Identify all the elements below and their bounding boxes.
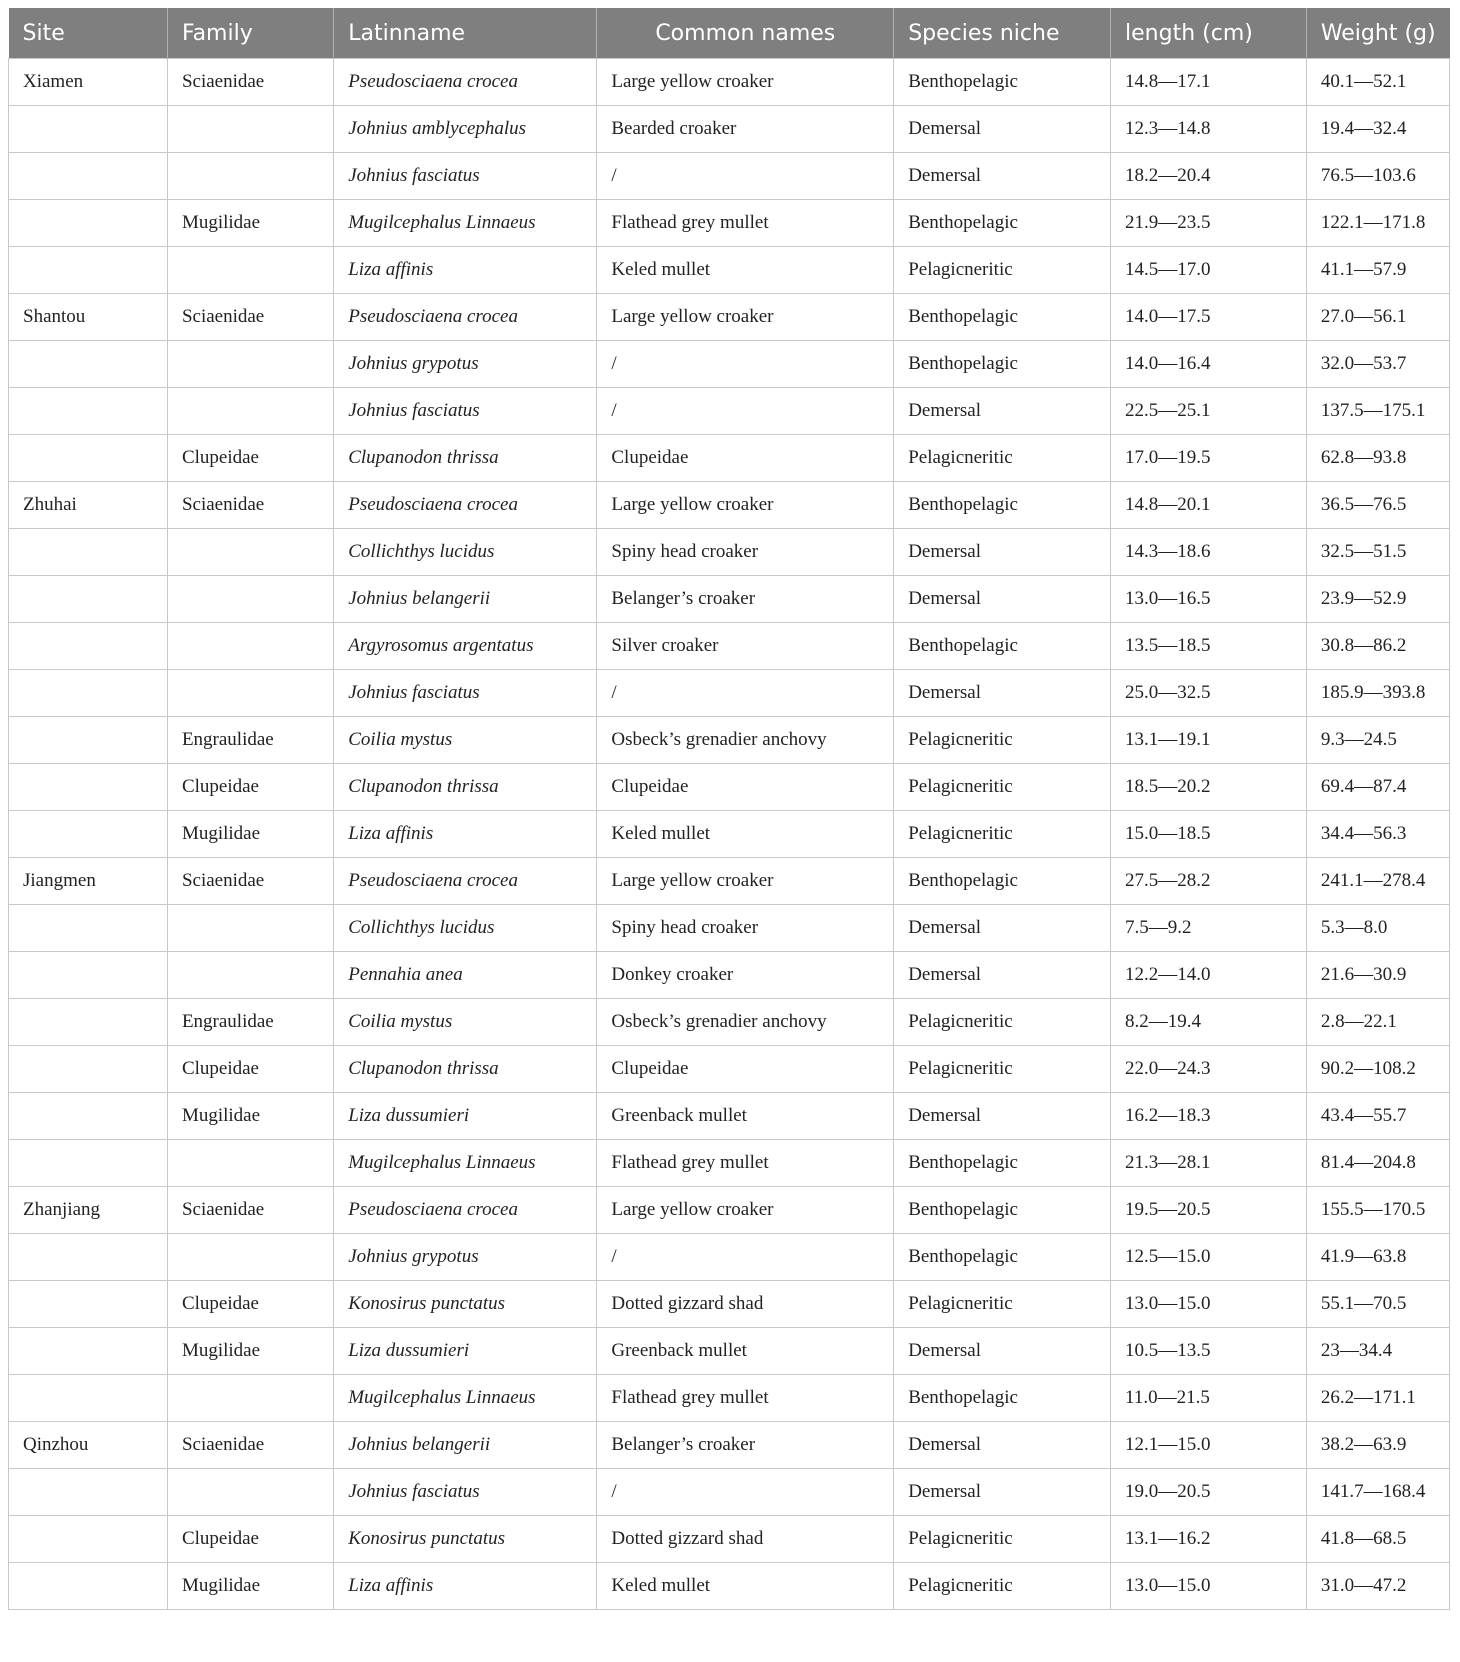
cell-site bbox=[9, 1093, 168, 1140]
table-row bbox=[9, 1375, 1450, 1422]
cell-length: 14.3—18.6 bbox=[1111, 529, 1307, 576]
cell-length: 27.5—28.2 bbox=[1111, 858, 1307, 905]
cell-weight: 40.1—52.1 bbox=[1306, 59, 1449, 106]
table-header bbox=[9, 8, 1450, 59]
cell-length: 11.0—21.5 bbox=[1111, 1375, 1307, 1422]
cell-common-name: Donkey croaker bbox=[597, 952, 894, 999]
cell-length: 14.8—20.1 bbox=[1111, 482, 1307, 529]
cell-latin-name: Collichthys lucidus bbox=[334, 529, 597, 576]
cell-family: Clupeidae bbox=[167, 1516, 333, 1563]
cell-species-niche: Benthopelagic bbox=[894, 1140, 1111, 1187]
table-row bbox=[9, 294, 1450, 341]
cell-family bbox=[167, 1234, 333, 1281]
cell-latin-name: Mugilcephalus Linnaeus bbox=[334, 1375, 597, 1422]
cell-site: Qinzhou bbox=[9, 1422, 168, 1469]
table-row bbox=[9, 1469, 1450, 1516]
cell-length: 13.0—16.5 bbox=[1111, 576, 1307, 623]
cell-weight: 36.5—76.5 bbox=[1306, 482, 1449, 529]
table-row bbox=[9, 576, 1450, 623]
cell-length: 12.1—15.0 bbox=[1111, 1422, 1307, 1469]
table-row bbox=[9, 811, 1450, 858]
table-row bbox=[9, 106, 1450, 153]
cell-family bbox=[167, 623, 333, 670]
cell-family: Mugilidae bbox=[167, 1093, 333, 1140]
cell-common-name: Silver croaker bbox=[597, 623, 894, 670]
header-row bbox=[9, 8, 1450, 59]
table-row bbox=[9, 59, 1450, 106]
cell-latin-name: Liza dussumieri bbox=[334, 1093, 597, 1140]
cell-species-niche: Pelagicneritic bbox=[894, 764, 1111, 811]
cell-weight: 122.1—171.8 bbox=[1306, 200, 1449, 247]
cell-weight: 141.7—168.4 bbox=[1306, 1469, 1449, 1516]
cell-species-niche: Demersal bbox=[894, 576, 1111, 623]
cell-weight: 9.3—24.5 bbox=[1306, 717, 1449, 764]
cell-latin-name: Johnius amblycephalus bbox=[334, 106, 597, 153]
cell-species-niche: Demersal bbox=[894, 1093, 1111, 1140]
cell-weight: 5.3—8.0 bbox=[1306, 905, 1449, 952]
cell-species-niche: Benthopelagic bbox=[894, 858, 1111, 905]
cell-latin-name: Liza affinis bbox=[334, 247, 597, 294]
cell-species-niche: Demersal bbox=[894, 670, 1111, 717]
cell-site: Jiangmen bbox=[9, 858, 168, 905]
table-row bbox=[9, 764, 1450, 811]
header-common-names: Common names bbox=[597, 8, 894, 59]
cell-common-name: Flathead grey mullet bbox=[597, 1375, 894, 1422]
cell-family bbox=[167, 1469, 333, 1516]
cell-latin-name: Johnius fasciatus bbox=[334, 153, 597, 200]
cell-species-niche: Pelagicneritic bbox=[894, 435, 1111, 482]
cell-weight: 19.4—32.4 bbox=[1306, 106, 1449, 153]
cell-latin-name: Argyrosomus argentatus bbox=[334, 623, 597, 670]
cell-site bbox=[9, 1234, 168, 1281]
cell-family: Sciaenidae bbox=[167, 59, 333, 106]
cell-latin-name: Pseudosciaena crocea bbox=[334, 1187, 597, 1234]
cell-length: 21.9—23.5 bbox=[1111, 200, 1307, 247]
cell-common-name: Large yellow croaker bbox=[597, 1187, 894, 1234]
cell-common-name: / bbox=[597, 670, 894, 717]
cell-site bbox=[9, 670, 168, 717]
cell-length: 14.0—17.5 bbox=[1111, 294, 1307, 341]
cell-length: 15.0—18.5 bbox=[1111, 811, 1307, 858]
cell-weight: 69.4—87.4 bbox=[1306, 764, 1449, 811]
cell-length: 17.0—19.5 bbox=[1111, 435, 1307, 482]
table-row bbox=[9, 1234, 1450, 1281]
table-row bbox=[9, 1187, 1450, 1234]
cell-family: Mugilidae bbox=[167, 811, 333, 858]
cell-family bbox=[167, 153, 333, 200]
cell-weight: 26.2—171.1 bbox=[1306, 1375, 1449, 1422]
cell-latin-name: Collichthys lucidus bbox=[334, 905, 597, 952]
cell-common-name: Osbeck’s grenadier anchovy bbox=[597, 717, 894, 764]
cell-site: Shantou bbox=[9, 294, 168, 341]
cell-common-name: Spiny head croaker bbox=[597, 529, 894, 576]
cell-weight: 43.4—55.7 bbox=[1306, 1093, 1449, 1140]
cell-family bbox=[167, 1140, 333, 1187]
cell-latin-name: Liza dussumieri bbox=[334, 1328, 597, 1375]
cell-latin-name: Johnius grypotus bbox=[334, 1234, 597, 1281]
cell-species-niche: Pelagicneritic bbox=[894, 999, 1111, 1046]
cell-latin-name: Johnius fasciatus bbox=[334, 1469, 597, 1516]
cell-species-niche: Benthopelagic bbox=[894, 1375, 1111, 1422]
cell-common-name: Keled mullet bbox=[597, 247, 894, 294]
cell-weight: 90.2—108.2 bbox=[1306, 1046, 1449, 1093]
cell-common-name: Large yellow croaker bbox=[597, 59, 894, 106]
cell-species-niche: Pelagicneritic bbox=[894, 1563, 1111, 1610]
cell-weight: 30.8—86.2 bbox=[1306, 623, 1449, 670]
cell-weight: 23.9—52.9 bbox=[1306, 576, 1449, 623]
cell-species-niche: Pelagicneritic bbox=[894, 717, 1111, 764]
cell-family bbox=[167, 1375, 333, 1422]
table-row bbox=[9, 952, 1450, 999]
cell-length: 22.0—24.3 bbox=[1111, 1046, 1307, 1093]
cell-latin-name: Pseudosciaena crocea bbox=[334, 59, 597, 106]
cell-weight: 32.0—53.7 bbox=[1306, 341, 1449, 388]
cell-length: 16.2—18.3 bbox=[1111, 1093, 1307, 1140]
table-row bbox=[9, 153, 1450, 200]
cell-length: 19.0—20.5 bbox=[1111, 1469, 1307, 1516]
table-row bbox=[9, 1046, 1450, 1093]
cell-family bbox=[167, 341, 333, 388]
cell-weight: 41.1—57.9 bbox=[1306, 247, 1449, 294]
cell-length: 12.2—14.0 bbox=[1111, 952, 1307, 999]
cell-latin-name: Coilia mystus bbox=[334, 999, 597, 1046]
cell-site bbox=[9, 952, 168, 999]
table-row bbox=[9, 717, 1450, 764]
cell-latin-name: Clupanodon thrissa bbox=[334, 1046, 597, 1093]
cell-latin-name: Pseudosciaena crocea bbox=[334, 294, 597, 341]
table-row bbox=[9, 1328, 1450, 1375]
cell-common-name: Belanger’s croaker bbox=[597, 576, 894, 623]
cell-site bbox=[9, 623, 168, 670]
cell-length: 18.5—20.2 bbox=[1111, 764, 1307, 811]
cell-species-niche: Demersal bbox=[894, 529, 1111, 576]
cell-family: Mugilidae bbox=[167, 1563, 333, 1610]
cell-site bbox=[9, 905, 168, 952]
cell-species-niche: Demersal bbox=[894, 905, 1111, 952]
cell-common-name: Dotted gizzard shad bbox=[597, 1516, 894, 1563]
table-row bbox=[9, 1516, 1450, 1563]
header-length: length (cm) bbox=[1111, 8, 1307, 59]
cell-weight: 31.0—47.2 bbox=[1306, 1563, 1449, 1610]
cell-species-niche: Benthopelagic bbox=[894, 294, 1111, 341]
cell-species-niche: Demersal bbox=[894, 1422, 1111, 1469]
cell-site bbox=[9, 200, 168, 247]
cell-family: Sciaenidae bbox=[167, 858, 333, 905]
cell-common-name: Keled mullet bbox=[597, 811, 894, 858]
cell-weight: 155.5—170.5 bbox=[1306, 1187, 1449, 1234]
table-row bbox=[9, 1563, 1450, 1610]
cell-site bbox=[9, 435, 168, 482]
cell-common-name: Clupeidae bbox=[597, 435, 894, 482]
cell-family bbox=[167, 576, 333, 623]
cell-site bbox=[9, 153, 168, 200]
cell-length: 22.5—25.1 bbox=[1111, 388, 1307, 435]
header-latinname: Latinname bbox=[334, 8, 597, 59]
cell-weight: 38.2—63.9 bbox=[1306, 1422, 1449, 1469]
cell-length: 13.0—15.0 bbox=[1111, 1563, 1307, 1610]
cell-common-name: Belanger’s croaker bbox=[597, 1422, 894, 1469]
cell-latin-name: Liza affinis bbox=[334, 811, 597, 858]
cell-site bbox=[9, 1469, 168, 1516]
cell-length: 19.5—20.5 bbox=[1111, 1187, 1307, 1234]
cell-site bbox=[9, 1140, 168, 1187]
table-row bbox=[9, 1093, 1450, 1140]
cell-weight: 41.9—63.8 bbox=[1306, 1234, 1449, 1281]
cell-family: Clupeidae bbox=[167, 1046, 333, 1093]
cell-site bbox=[9, 1046, 168, 1093]
cell-species-niche: Pelagicneritic bbox=[894, 1281, 1111, 1328]
cell-family bbox=[167, 529, 333, 576]
cell-species-niche: Benthopelagic bbox=[894, 623, 1111, 670]
cell-site bbox=[9, 764, 168, 811]
cell-weight: 241.1—278.4 bbox=[1306, 858, 1449, 905]
cell-site bbox=[9, 1563, 168, 1610]
cell-family: Engraulidae bbox=[167, 999, 333, 1046]
table-row bbox=[9, 623, 1450, 670]
cell-length: 21.3—28.1 bbox=[1111, 1140, 1307, 1187]
cell-family: Sciaenidae bbox=[167, 294, 333, 341]
cell-weight: 185.9—393.8 bbox=[1306, 670, 1449, 717]
cell-length: 18.2—20.4 bbox=[1111, 153, 1307, 200]
cell-site bbox=[9, 1375, 168, 1422]
cell-length: 10.5—13.5 bbox=[1111, 1328, 1307, 1375]
cell-family bbox=[167, 952, 333, 999]
cell-latin-name: Pseudosciaena crocea bbox=[334, 858, 597, 905]
cell-weight: 81.4—204.8 bbox=[1306, 1140, 1449, 1187]
cell-site bbox=[9, 388, 168, 435]
cell-weight: 34.4—56.3 bbox=[1306, 811, 1449, 858]
cell-species-niche: Benthopelagic bbox=[894, 482, 1111, 529]
cell-species-niche: Pelagicneritic bbox=[894, 811, 1111, 858]
cell-common-name: / bbox=[597, 1469, 894, 1516]
cell-common-name: Flathead grey mullet bbox=[597, 200, 894, 247]
cell-species-niche: Demersal bbox=[894, 388, 1111, 435]
cell-length: 7.5—9.2 bbox=[1111, 905, 1307, 952]
cell-common-name: / bbox=[597, 1234, 894, 1281]
cell-weight: 2.8—22.1 bbox=[1306, 999, 1449, 1046]
cell-site bbox=[9, 1516, 168, 1563]
cell-length: 8.2—19.4 bbox=[1111, 999, 1307, 1046]
cell-length: 12.3—14.8 bbox=[1111, 106, 1307, 153]
cell-latin-name: Johnius belangerii bbox=[334, 1422, 597, 1469]
header-site: Site bbox=[9, 8, 168, 59]
header-family: Family bbox=[167, 8, 333, 59]
cell-site bbox=[9, 717, 168, 764]
cell-latin-name: Johnius belangerii bbox=[334, 576, 597, 623]
cell-family: Engraulidae bbox=[167, 717, 333, 764]
cell-species-niche: Benthopelagic bbox=[894, 1187, 1111, 1234]
cell-length: 14.8—17.1 bbox=[1111, 59, 1307, 106]
cell-latin-name: Clupanodon thrissa bbox=[334, 764, 597, 811]
cell-weight: 55.1—70.5 bbox=[1306, 1281, 1449, 1328]
cell-species-niche: Demersal bbox=[894, 153, 1111, 200]
cell-common-name: Osbeck’s grenadier anchovy bbox=[597, 999, 894, 1046]
cell-family bbox=[167, 106, 333, 153]
cell-family: Mugilidae bbox=[167, 200, 333, 247]
cell-latin-name: Liza affinis bbox=[334, 1563, 597, 1610]
cell-species-niche: Benthopelagic bbox=[894, 341, 1111, 388]
cell-site bbox=[9, 576, 168, 623]
header-weight: Weight (g) bbox=[1306, 8, 1449, 59]
table-row bbox=[9, 1422, 1450, 1469]
cell-site: Zhuhai bbox=[9, 482, 168, 529]
table-row bbox=[9, 529, 1450, 576]
table-row bbox=[9, 999, 1450, 1046]
cell-species-niche: Demersal bbox=[894, 106, 1111, 153]
cell-site bbox=[9, 1281, 168, 1328]
cell-common-name: Dotted gizzard shad bbox=[597, 1281, 894, 1328]
cell-family: Sciaenidae bbox=[167, 1422, 333, 1469]
cell-length: 13.0—15.0 bbox=[1111, 1281, 1307, 1328]
cell-weight: 21.6—30.9 bbox=[1306, 952, 1449, 999]
cell-length: 13.1—19.1 bbox=[1111, 717, 1307, 764]
table-row bbox=[9, 670, 1450, 717]
table-row bbox=[9, 200, 1450, 247]
cell-length: 14.0—16.4 bbox=[1111, 341, 1307, 388]
cell-weight: 23—34.4 bbox=[1306, 1328, 1449, 1375]
cell-species-niche: Benthopelagic bbox=[894, 59, 1111, 106]
cell-species-niche: Pelagicneritic bbox=[894, 1516, 1111, 1563]
cell-weight: 27.0—56.1 bbox=[1306, 294, 1449, 341]
cell-common-name: Greenback mullet bbox=[597, 1328, 894, 1375]
table-row bbox=[9, 858, 1450, 905]
cell-site bbox=[9, 341, 168, 388]
cell-weight: 32.5—51.5 bbox=[1306, 529, 1449, 576]
table-body bbox=[9, 59, 1450, 1610]
cell-weight: 76.5—103.6 bbox=[1306, 153, 1449, 200]
cell-common-name: Large yellow croaker bbox=[597, 482, 894, 529]
cell-site bbox=[9, 999, 168, 1046]
cell-family bbox=[167, 388, 333, 435]
table-row bbox=[9, 247, 1450, 294]
cell-common-name: Clupeidae bbox=[597, 1046, 894, 1093]
cell-species-niche: Benthopelagic bbox=[894, 1234, 1111, 1281]
cell-site: Xiamen bbox=[9, 59, 168, 106]
table-row bbox=[9, 435, 1450, 482]
table-row bbox=[9, 1281, 1450, 1328]
cell-common-name: Spiny head croaker bbox=[597, 905, 894, 952]
cell-species-niche: Demersal bbox=[894, 1469, 1111, 1516]
cell-latin-name: Johnius fasciatus bbox=[334, 670, 597, 717]
cell-family bbox=[167, 905, 333, 952]
cell-species-niche: Pelagicneritic bbox=[894, 1046, 1111, 1093]
cell-length: 13.5—18.5 bbox=[1111, 623, 1307, 670]
cell-common-name: Large yellow croaker bbox=[597, 858, 894, 905]
cell-length: 12.5—15.0 bbox=[1111, 1234, 1307, 1281]
cell-common-name: / bbox=[597, 388, 894, 435]
cell-family: Clupeidae bbox=[167, 764, 333, 811]
cell-family: Sciaenidae bbox=[167, 1187, 333, 1234]
cell-length: 25.0—32.5 bbox=[1111, 670, 1307, 717]
cell-length: 13.1—16.2 bbox=[1111, 1516, 1307, 1563]
cell-latin-name: Mugilcephalus Linnaeus bbox=[334, 1140, 597, 1187]
cell-common-name: / bbox=[597, 153, 894, 200]
cell-weight: 62.8—93.8 bbox=[1306, 435, 1449, 482]
cell-family bbox=[167, 247, 333, 294]
header-species-niche: Species niche bbox=[894, 8, 1111, 59]
cell-latin-name: Clupanodon thrissa bbox=[334, 435, 597, 482]
cell-site bbox=[9, 1328, 168, 1375]
cell-family: Mugilidae bbox=[167, 1328, 333, 1375]
cell-family: Clupeidae bbox=[167, 1281, 333, 1328]
cell-common-name: Bearded croaker bbox=[597, 106, 894, 153]
cell-family: Sciaenidae bbox=[167, 482, 333, 529]
cell-length: 14.5—17.0 bbox=[1111, 247, 1307, 294]
cell-common-name: Flathead grey mullet bbox=[597, 1140, 894, 1187]
cell-species-niche: Pelagicneritic bbox=[894, 247, 1111, 294]
cell-latin-name: Pseudosciaena crocea bbox=[334, 482, 597, 529]
table-row bbox=[9, 388, 1450, 435]
cell-common-name: Large yellow croaker bbox=[597, 294, 894, 341]
cell-weight: 137.5—175.1 bbox=[1306, 388, 1449, 435]
cell-species-niche: Benthopelagic bbox=[894, 200, 1111, 247]
cell-family bbox=[167, 670, 333, 717]
cell-site bbox=[9, 529, 168, 576]
cell-latin-name: Johnius grypotus bbox=[334, 341, 597, 388]
cell-site bbox=[9, 247, 168, 294]
cell-latin-name: Konosirus punctatus bbox=[334, 1281, 597, 1328]
cell-weight: 41.8—68.5 bbox=[1306, 1516, 1449, 1563]
cell-site bbox=[9, 106, 168, 153]
table-row bbox=[9, 341, 1450, 388]
cell-latin-name: Coilia mystus bbox=[334, 717, 597, 764]
table-row bbox=[9, 1140, 1450, 1187]
cell-latin-name: Mugilcephalus Linnaeus bbox=[334, 200, 597, 247]
cell-site bbox=[9, 811, 168, 858]
fish-species-table bbox=[8, 8, 1450, 1610]
cell-latin-name: Konosirus punctatus bbox=[334, 1516, 597, 1563]
cell-species-niche: Demersal bbox=[894, 952, 1111, 999]
cell-species-niche: Demersal bbox=[894, 1328, 1111, 1375]
table-row bbox=[9, 482, 1450, 529]
cell-common-name: Keled mullet bbox=[597, 1563, 894, 1610]
table-row bbox=[9, 905, 1450, 952]
cell-common-name: / bbox=[597, 341, 894, 388]
cell-latin-name: Pennahia anea bbox=[334, 952, 597, 999]
cell-site: Zhanjiang bbox=[9, 1187, 168, 1234]
cell-latin-name: Johnius fasciatus bbox=[334, 388, 597, 435]
cell-family: Clupeidae bbox=[167, 435, 333, 482]
cell-common-name: Greenback mullet bbox=[597, 1093, 894, 1140]
cell-common-name: Clupeidae bbox=[597, 764, 894, 811]
